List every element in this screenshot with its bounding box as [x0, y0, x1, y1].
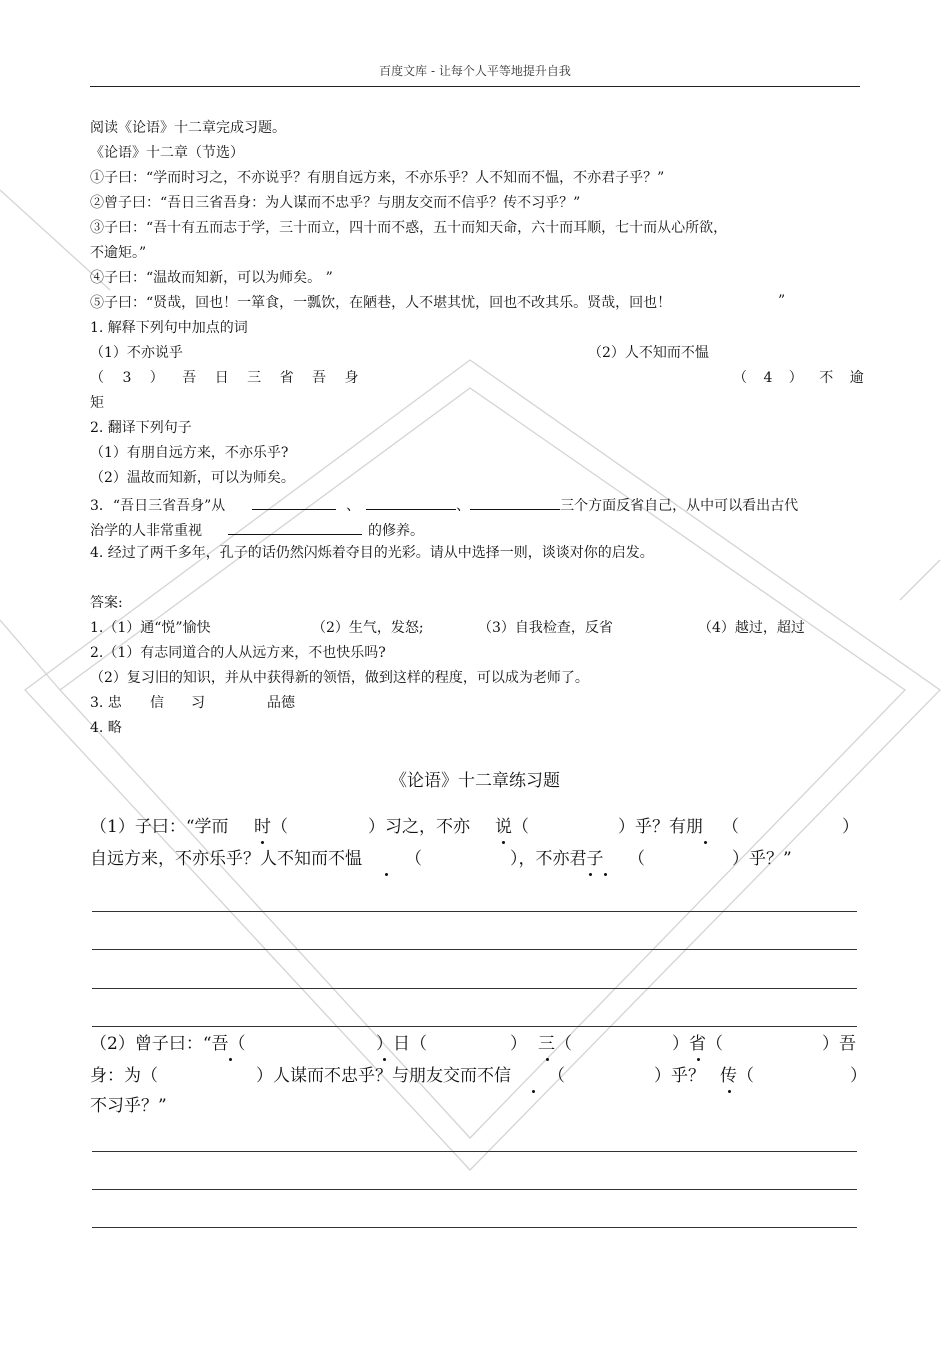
q1-item-3: （ 3 ） 吾 日 三 省 吾 身 [90, 370, 359, 386]
writing-line[interactable] [92, 949, 857, 950]
exercise-2-paren-close: ） [510, 1034, 527, 1054]
answer-1-part-2: （2）生气，发怒; [312, 620, 424, 636]
exercise-1-text-2: ）习之，不亦 [368, 817, 470, 837]
writing-line[interactable] [92, 1227, 857, 1228]
writing-line[interactable] [92, 911, 857, 912]
emphasis-dot [546, 1058, 549, 1061]
answer-2-part-2: （2）复习旧的知识，并从中获得新的领悟，做到这样的程度，可以成为老师了。 [90, 670, 589, 686]
emphasis-dot [704, 841, 707, 844]
answer-blank-3[interactable] [470, 493, 560, 510]
writing-line[interactable] [92, 1189, 857, 1190]
exercise-2-fill-3[interactable]: 三（ [538, 1034, 572, 1054]
answer-3-part-1: 3. 忠 [90, 695, 122, 711]
passage-line-4: 不逾矩。” [90, 245, 147, 261]
exercise-2-line-3: 不习乎？” [90, 1096, 167, 1116]
page-header: 百度文库 - 让每个人平等地提升自我 [90, 62, 860, 87]
answers-label: 答案: [90, 595, 123, 611]
question-1-title: 1. 解释下列句中加点的词 [90, 320, 248, 336]
emphasis-dot [589, 873, 592, 876]
exercise-2-line-2: 身：为（ [90, 1066, 158, 1086]
exercise-2-fill-6[interactable]: 传（ [720, 1066, 754, 1086]
emphasis-dot [229, 1058, 232, 1061]
emphasis-dot [261, 841, 264, 844]
passage-line-5: ④子曰：“温故而知新，可以为师矣。 ” [90, 270, 333, 286]
passage-line-6: ⑤子曰：“贤哉，回也！一箪食，一瓢饮，在陋巷，人不堪其忧，回也不改其乐。贤哉，回也！ [90, 295, 672, 311]
instruction: 阅读《论语》十二章完成习题。 [90, 120, 286, 136]
exercise-title: 《论语》十二章练习题 [390, 771, 560, 791]
answer-1-part-4: （4）越过，超过 [698, 620, 805, 636]
answer-1-part-3: （3）自我检查，反省 [478, 620, 613, 636]
exercise-1-text-3: ）乎？有朋 [618, 817, 703, 837]
writing-line[interactable] [92, 1026, 857, 1027]
exercise-2-text-3: ）乎？ [654, 1066, 705, 1086]
q1-item-1: （1）不亦说乎 [90, 345, 183, 361]
answer-1-part-1: 1.（1）通“悦”愉快 [90, 620, 211, 636]
exercise-1-fill-4[interactable]: （ [405, 849, 422, 869]
subtitle: 《论语》十二章（节选） [90, 145, 244, 161]
exercise-2-text-end: ）吾 [822, 1034, 856, 1054]
writing-line[interactable] [92, 988, 857, 989]
exercise-2-fill-5[interactable]: （ [548, 1066, 565, 1086]
exercise-1-fill-1[interactable]: 时（ [254, 817, 288, 837]
q1-item-2: （2）人不知而不愠 [588, 345, 709, 361]
exercise-2-line-1: （2）曾子曰：“吾（ [90, 1034, 246, 1054]
answer-2-part-1: 2.（1）有志同道合的人从远方来，不也快乐吗? [90, 645, 386, 661]
emphasis-dot [532, 1090, 535, 1093]
passage-line-3: ③子曰：“吾十有五而志于学，三十而立，四十而不惑，五十而知天命，六十而耳顺，七十而从心所欲， [90, 220, 728, 236]
answer-blank-2[interactable] [366, 493, 456, 510]
question-2-title: 2. 翻译下列句子 [90, 420, 192, 436]
passage-line-2: ②曾子曰：“吾日三省吾身：为人谋而不忠乎？与朋友交而不信乎？传不习乎？” [90, 195, 581, 211]
emphasis-dot [502, 841, 505, 844]
answer-3-part-2: 信 [150, 695, 164, 711]
question-4: 4. 经过了两千多年，孔子的话仍然闪烁着夺目的光彩。请从中选择一则，谈谈对你的启发。 [90, 545, 654, 561]
answer-4: 4. 略 [90, 720, 122, 736]
exercise-1-fill-5[interactable]: （ [628, 849, 645, 869]
question-3-line-2: 治学的人非常重视 的修养。 [90, 518, 424, 541]
answer-3-part-4: 品德 [267, 695, 295, 711]
q1-item-4-cont: 矩 [90, 395, 104, 411]
answer-blank-1[interactable] [252, 493, 336, 510]
emphasis-dot [728, 1090, 731, 1093]
exercise-1-text-4: ），不亦君子 [510, 849, 604, 869]
exercise-1-paren-close: ） [842, 817, 859, 837]
writing-line[interactable] [92, 1151, 857, 1152]
q2-item-1: （1）有朋自远方来，不亦乐乎? [90, 445, 289, 461]
emphasis-dot [604, 873, 607, 876]
passage-closing-quote: ” [778, 293, 786, 309]
exercise-1-line-2: 自远方来，不亦乐乎？人不知而不愠 [90, 849, 362, 869]
exercise-1-text-5: ）乎？” [732, 849, 792, 869]
exercise-2-paren-close-2: ） [850, 1066, 867, 1086]
emphasis-dot [697, 1058, 700, 1061]
emphasis-dot [385, 873, 388, 876]
question-3-line-1: 3．“吾日三省吾身”从 、 、 三个方面反省自己，从中可以看出古代 [90, 493, 798, 516]
exercise-2-fill-2[interactable]: ）日（ [376, 1034, 427, 1054]
exercise-1-fill-3[interactable]: （ [722, 817, 739, 837]
q1-item-4: （ 4 ） 不 逾 [733, 370, 864, 386]
passage-line-1: ①子曰：“学而时习之，不亦说乎？有朋自远方来，不亦乐乎？人不知而不愠，不亦君子乎？” [90, 170, 665, 186]
answer-3-part-3: 习 [191, 695, 205, 711]
emphasis-dot [383, 1058, 386, 1061]
exercise-1-line-1: （1）子曰：“学而 [90, 817, 229, 837]
exercise-2-fill-4[interactable]: ）省（ [672, 1034, 723, 1054]
q2-item-2: （2）温故而知新，可以为师矣。 [90, 470, 295, 486]
answer-blank-4[interactable] [228, 518, 362, 535]
exercise-2-text-2: ）人谋而不忠乎？与朋友交而不信 [256, 1066, 511, 1086]
exercise-1-fill-2[interactable]: 说（ [495, 817, 529, 837]
